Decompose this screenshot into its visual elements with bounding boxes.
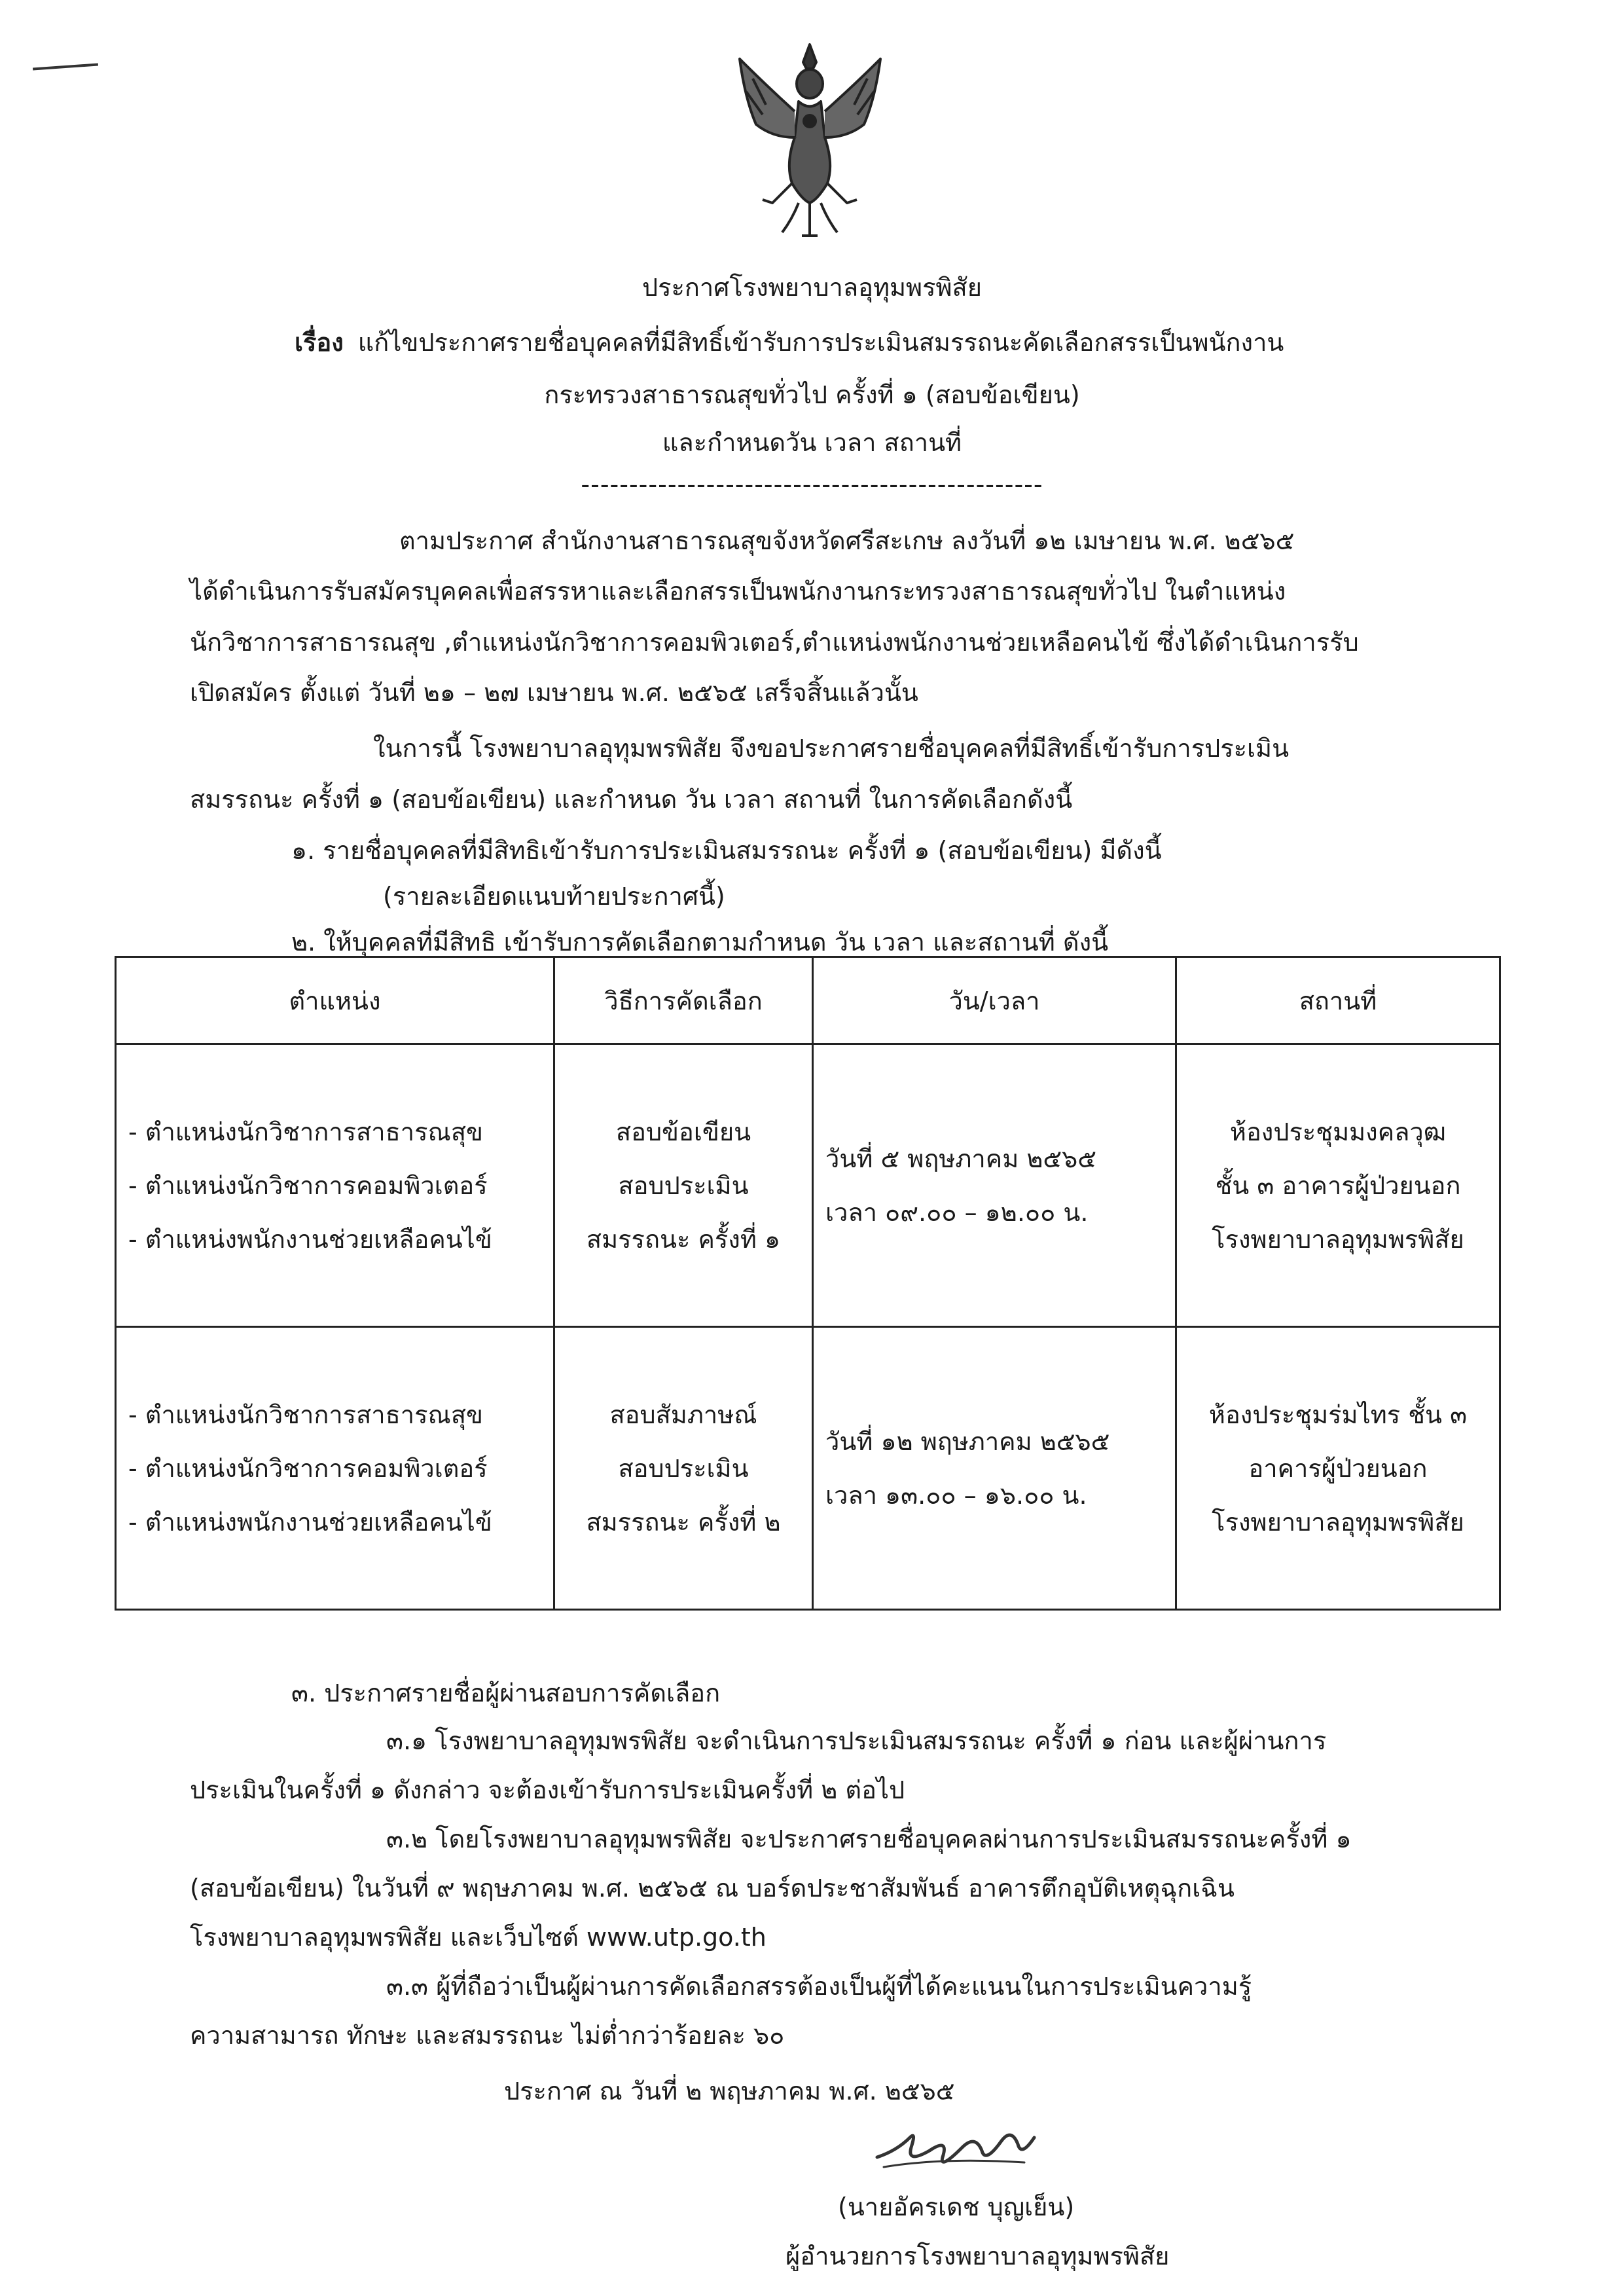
para2-line1: ในการนี้ โรงพยาบาลอุทุมพรพิสัย จึงขอประกาศรายชื่อบุคคลที่มีสิทธิ์เข้ารับการประเมิน — [373, 734, 1290, 763]
place-line: อาคารผู้ป่วยนอก — [1248, 1453, 1428, 1483]
header-method: วิธีการคัดเลือก — [554, 957, 813, 1044]
subject-line — [295, 322, 1284, 362]
place-line: ห้องประชุมมงคลวุฒ — [1229, 1117, 1447, 1146]
subject-line-3: และกำหนดวัน เวลา สถานที่ — [662, 428, 962, 457]
place-cell — [1176, 1044, 1500, 1327]
garuda-emblem-icon — [727, 39, 893, 246]
method-line: สอบข้อเขียน — [615, 1117, 751, 1146]
time-line: เวลา ๑๓.๐๐ – ๑๖.๐๐ น. — [825, 1480, 1087, 1510]
position-item: - ตำแหน่งนักวิชาการสาธารณสุข — [128, 1117, 483, 1146]
method-line: สมรรถนะ ครั้งที่ ๒ — [586, 1507, 781, 1537]
section3-3-line2: ความสามารถ ทักษะ และสมรรถนะ ไม่ต่ำกว่าร้อยละ ๖๐ — [190, 2021, 785, 2050]
position-item: - ตำแหน่งนักวิชาการคอมพิวเตอร์ — [128, 1453, 488, 1483]
time-line: เวลา ๐๙.๐๐ – ๑๒.๐๐ น. — [825, 1197, 1089, 1227]
header-position: ตำแหน่ง — [116, 957, 554, 1044]
place-line: โรงพยาบาลอุทุมพรพิสัย — [1212, 1507, 1464, 1537]
position-item: - ตำแหน่งนักวิชาการคอมพิวเตอร์ — [128, 1171, 488, 1200]
datetime-cell — [813, 1044, 1176, 1327]
item2: ๒. ให้บุคคลที่มีสิทธิ เข้ารับการคัดเลือกตามกำหนด วัน เวลา และสถานที่ ดังนี้ — [291, 928, 1109, 957]
corner-pen-mark — [33, 64, 98, 71]
section3-2-line2: (สอบข้อเขียน) ในวันที่ ๙ พฤษภาคม พ.ศ. ๒๕๖๕ ณ บอร์ดประชาสัมพันธ์ อาคารตึกอุบัติเหตุฉุกเฉิน — [190, 1874, 1235, 1903]
method-cell — [554, 1327, 813, 1610]
place-cell — [1176, 1327, 1500, 1610]
place-line: ห้องประชุมร่มไทร ชั้น ๓ — [1208, 1400, 1468, 1429]
positions-cell — [116, 1327, 554, 1610]
subject-text: แก้ไขประกาศรายชื่อบุคคลที่มีสิทธิ์เข้ารับการประเมินสมรรถนะคัดเลือกสรรเป็นพนักงาน — [357, 328, 1284, 357]
date-line: วันที่ ๕ พฤษภาคม ๒๕๖๕ — [825, 1144, 1097, 1173]
position-item: - ตำแหน่งพนักงานช่วยเหลือคนไข้ — [128, 1507, 492, 1537]
table-header-row — [116, 957, 1500, 1044]
section3-1-line1: ๓.๑ โรงพยาบาลอุทุมพรพิสัย จะดำเนินการประเมินสมรรถนะ ครั้งที่ ๑ ก่อน และผู้ผ่านการ — [386, 1726, 1327, 1755]
positions-cell — [116, 1044, 554, 1327]
para2-line2: สมรรถนะ ครั้งที่ ๑ (สอบข้อเขียน) และกำหนด วัน เวลา สถานที่ ในการคัดเลือกดังนี้ — [190, 785, 1073, 814]
place-line: ชั้น ๓ อาคารผู้ป่วยนอก — [1215, 1171, 1461, 1200]
para1-line1: ตามประกาศ สำนักงานสาธารณสุขจังหวัดศรีสะเกษ ลงวันที่ ๑๒ เมษายน พ.ศ. ๒๕๖๕ — [399, 526, 1295, 555]
method-line: สอบประเมิน — [618, 1453, 749, 1483]
item1: ๑. รายชื่อบุคคลที่มีสิทธิเข้ารับการประเมินสมรรถนะ ครั้งที่ ๑ (สอบข้อเขียน) มีดังนี้ — [291, 836, 1162, 865]
method-cell — [554, 1044, 813, 1327]
signer-name: (นายอัครเดช บุญเย็น) — [838, 2193, 1075, 2221]
header-place: สถานที่ — [1176, 957, 1500, 1044]
datetime-cell — [813, 1327, 1176, 1610]
section3-1-line2: ประเมินในครั้งที่ ๑ ดังกล่าว จะต้องเข้ารับการประเมินครั้งที่ ๒ ต่อไป — [190, 1776, 905, 1804]
item1-note: (รายละเอียดแนบท้ายประกาศนี้) — [383, 882, 725, 911]
schedule-table — [115, 956, 1501, 1611]
section3-2-line1: ๓.๒ โดยโรงพยาบาลอุทุมพรพิสัย จะประกาศรายชื่อบุคคลผ่านการประเมินสมรรถนะครั้งที่ ๑ — [386, 1825, 1352, 1853]
section3-heading: ๓. ประกาศรายชื่อผู้ผ่านสอบการคัดเลือก — [291, 1679, 721, 1707]
para1-line2: ได้ดำเนินการรับสมัครบุคคลเพื่อสรรหาและเลือกสรรเป็นพนักงานกระทรวงสาธารณสุขทั่วไป ในตำแหน่ง — [190, 577, 1286, 606]
place-line: โรงพยาบาลอุทุมพรพิสัย — [1212, 1224, 1464, 1254]
announce-date: ประกาศ ณ วันที่ ๒ พฤษภาคม พ.ศ. ๒๕๖๕ — [504, 2077, 955, 2105]
method-line: สอบสัมภาษณ์ — [609, 1400, 757, 1429]
signature-icon — [871, 2111, 1041, 2183]
table-row — [116, 1044, 1500, 1327]
position-item: - ตำแหน่งพนักงานช่วยเหลือคนไข้ — [128, 1224, 492, 1254]
header-datetime: วัน/เวลา — [813, 957, 1176, 1044]
method-line: สมรรถนะ ครั้งที่ ๑ — [586, 1224, 781, 1254]
section3-3-line1: ๓.๓ ผู้ที่ถือว่าเป็นผู้ผ่านการคัดเลือกสรรต้องเป็นผู้ที่ได้คะแนนในการประเมินความรู้ — [386, 1972, 1252, 2001]
section3-2-line3: โรงพยาบาลอุทุมพรพิสัย และเว็บไซต์ www.utp.go.th — [190, 1923, 767, 1952]
document-title: ประกาศโรงพยาบาลอุทุมพรพิสัย — [641, 273, 983, 302]
signer-title: ผู้อำนวยการโรงพยาบาลอุทุมพรพิสัย — [785, 2242, 1170, 2270]
para1-line3: นักวิชาการสาธารณสุข ,ตำแหน่งนักวิชาการคอมพิวเตอร์,ตำแหน่งพนักงานช่วยเหลือคนไข้ ซึ่งได้ดำเนินการรับ — [190, 628, 1359, 657]
method-line: สอบประเมิน — [618, 1171, 749, 1200]
para1-line4: เปิดสมัคร ตั้งแต่ วันที่ ๒๑ – ๒๗ เมษายน พ.ศ. ๒๕๖๕ เสร็จสิ้นแล้วนั้น — [190, 678, 918, 707]
subject-label: เรื่อง — [295, 328, 344, 357]
date-line: วันที่ ๑๒ พฤษภาคม ๒๕๖๕ — [825, 1427, 1110, 1456]
table-row — [116, 1327, 1500, 1610]
subject-line-2: กระทรวงสาธารณสุขทั่วไป ครั้งที่ ๑ (สอบข้อเขียน) — [544, 380, 1080, 409]
separator-line: ------------------------------------------------ — [581, 470, 1043, 499]
position-item: - ตำแหน่งนักวิชาการสาธารณสุข — [128, 1400, 483, 1429]
